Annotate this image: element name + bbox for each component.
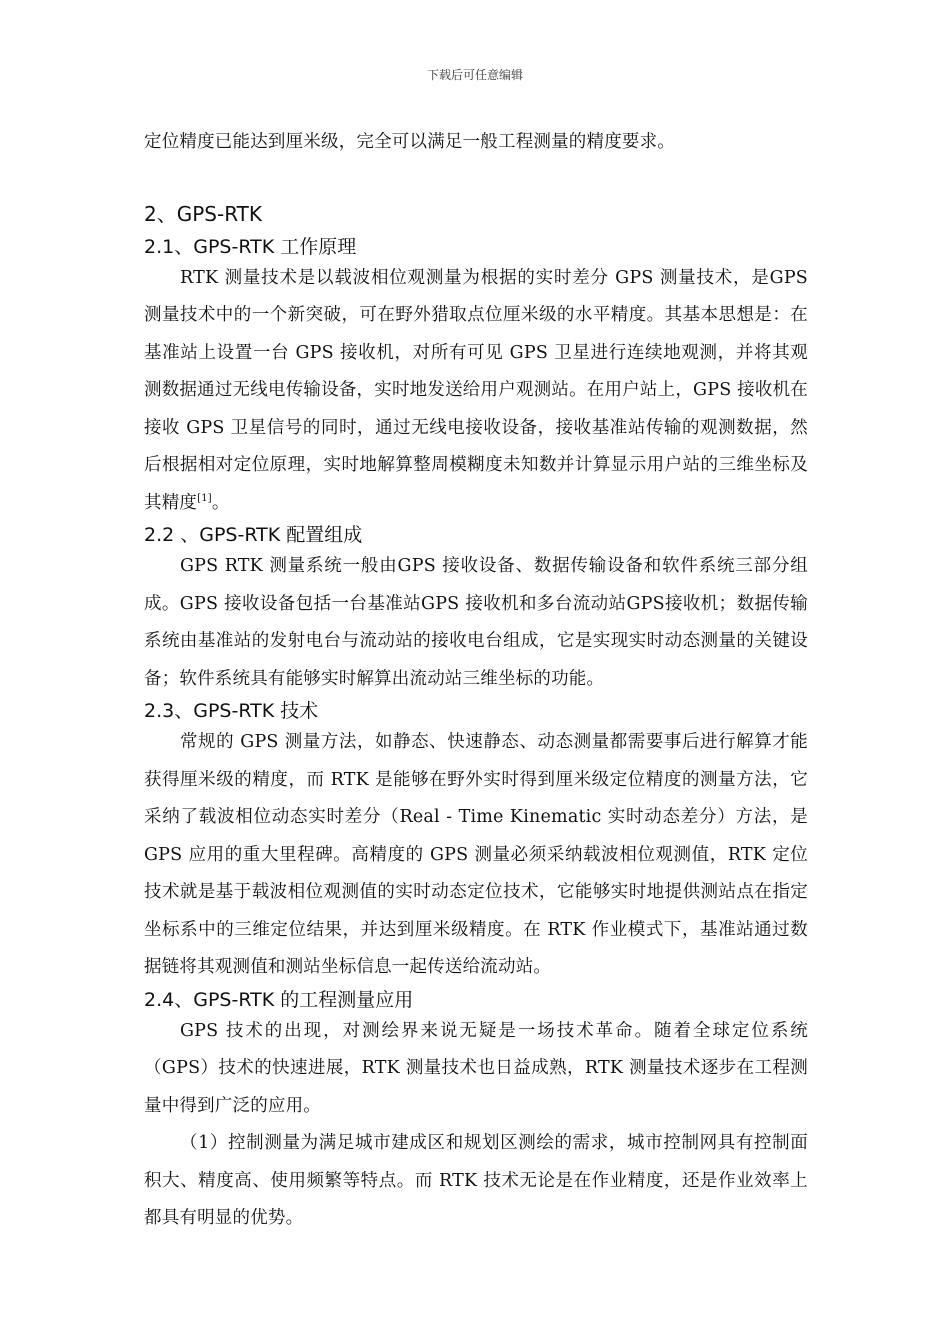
section-2-1-text: RTK 测量技术是以载波相位观测量为根据的实时差分 GPS 测量技术，是GPS 测量技术中的一个新突破，可在野外猎取点位厘米级的水平精度。其基本思想是：在基准站上设置一台 GPS 接收机，对所有可见 GPS 卫星进行连续地观测，并将其观测数据通过无线电传输设备，实时地发送给用户观测站。在用户站上，GPS 接收机在接收 GPS 卫星信号的同时，通过无线电接收设备，接收基准站传输的观测数据，然后根据相对定位原理，实时地解算整周模糊度未知数并计算显示用户站的三维坐标及其精度 <box>144 267 808 513</box>
page-header-note: 下载后可任意编辑 <box>426 68 523 82</box>
section-2-4-heading: 2.4、GPS-RTK 的工程测量应用 <box>144 988 414 1011</box>
section-2-4-item-1: （1）控制测量为满足城市建成区和规划区测绘的需求，城市控制网具有控制面积大、精度高、使用频繁等特点。而 RTK 技术无论是在作业精度，还是作业效率上都具有明显的优势。 <box>144 1133 808 1228</box>
section-2-3-heading: 2.3、GPS-RTK 技术 <box>144 700 319 722</box>
section-2-3-paragraph: 常规的 GPS 测量方法，如静态、快速静态、动态测量都需要事后进行解算才能获得厘米级的精度，而 RTK 是能够在野外实时得到厘米级定位精度的测量方法，它采纳了载波相位动态实时差分（Real - Time Kinematic 实时动态差分）方法，是 GPS 应用的重大里程碑。高精度的 GPS 测量必须采纳载波相位观测值，RTK 定位技术就是基于载波相位观测值的实时动态定位技术，它能够实时地提供测站点在指定坐标系中的三维定位结果，并达到厘米级精度。在 RTK 作业模式下，基准站通过数据链将其观测值和测站坐标信息一起传送给流动站。 <box>144 732 808 977</box>
citation-ref: [1] <box>197 492 212 504</box>
intro-paragraph: 定位精度已能达到厘米级，完全可以满足一般工程测量的精度要求。 <box>144 132 675 152</box>
section-2-heading: 2、GPS-RTK <box>144 201 262 226</box>
section-2-1-paragraph <box>144 260 808 523</box>
section-2-1-end: 。 <box>211 492 230 513</box>
document-body <box>144 124 808 1238</box>
section-2-2-paragraph: GPS RTK 测量系统一般由GPS 接收设备、数据传输设备和软件系统三部分组成。GPS 接收设备包括一台基准站GPS 接收机和多台流动站GPS接收机；数据传输系统由基准站的发射电台与流动站的接收电台组成，它是实现实时动态测量的关键设备；软件系统具有能够实时解算出流动站三维坐标的功能。 <box>144 556 808 689</box>
section-2-1-heading: 2.1、GPS-RTK 工作原理 <box>144 235 357 258</box>
section-2-2-heading: 2.2 、GPS-RTK 配置组成 <box>144 524 363 546</box>
section-2-4-paragraph: GPS 技术的出现，对测绘界来说无疑是一场技术革命。随着全球定位系统（GPS）技术的快速进展，RTK 测量技术也日益成熟，RTK 测量技术逐步在工程测量中得到广泛的应用。 <box>144 1020 808 1116</box>
